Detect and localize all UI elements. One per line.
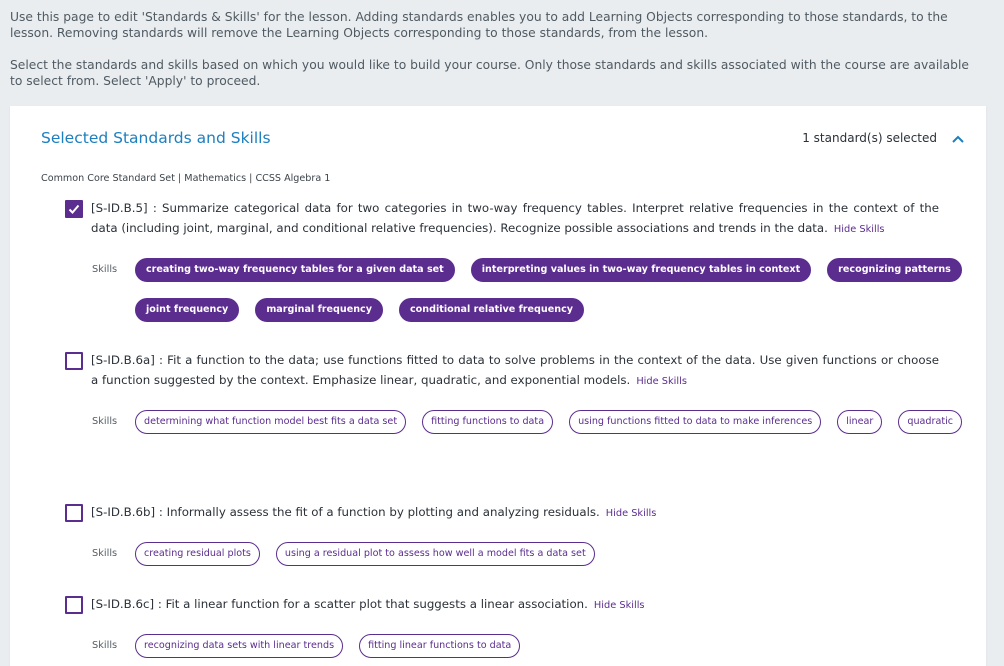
skill-pill[interactable]: marginal frequency — [255, 298, 383, 322]
standard-text: [S-ID.B.6b] : Informally assess the fit of a function by plotting and analyzing residuals. Hide Skills — [91, 505, 657, 519]
standard-item — [65, 200, 939, 240]
skill-pills — [135, 258, 965, 322]
standard-text: [S-ID.B.5] : Summarize categorical data for two categories in two-way frequency tables. Interpret relative frequencies in the context of the data (including joint, marginal, and conditional relative frequencies). Recognize possible associations and trends in the data. Hide Skills — [91, 201, 939, 235]
hide-skills-link[interactable]: Hide Skills — [605, 508, 657, 519]
checkmark-icon — [68, 203, 80, 215]
skill-pill[interactable]: conditional relative frequency — [399, 298, 584, 322]
skill-pill[interactable]: recognizing data sets with linear trends — [135, 634, 343, 658]
skill-pill[interactable]: joint frequency — [135, 298, 239, 322]
standard-code: [S-ID.B.5] — [91, 201, 148, 215]
intro-paragraph-1: Use this page to edit 'Standards & Skills' for the lesson. Adding standards enables you to add Learning Objects corresponding to those standards, to the lesson. Removing standards will remove the Learning Objects corresponding to those standards, from the lesson. — [10, 10, 948, 40]
intro-text — [10, 9, 985, 105]
standard-code: [S-ID.B.6c] — [91, 597, 155, 611]
skill-pill[interactable]: quadratic — [898, 410, 962, 434]
standard-checkbox[interactable] — [65, 504, 83, 522]
standard-item — [65, 352, 939, 392]
hide-skills-link[interactable]: Hide Skills — [636, 376, 687, 387]
skill-pill[interactable]: recognizing patterns — [827, 258, 962, 282]
skill-pills — [135, 542, 965, 566]
skill-pill[interactable]: fitting functions to data — [422, 410, 553, 434]
skill-pill[interactable]: creating residual plots — [135, 542, 260, 566]
standard-item — [65, 596, 939, 616]
standard-description: Summarize categorical data for two categories in two-way frequency tables. Interpret relative frequencies in the context of the data (including joint, marginal, and conditional relative frequencies). Recognize possible associations and trends in the data. — [91, 201, 939, 235]
panel-title: Selected Standards and Skills — [41, 129, 271, 147]
selected-count: 1 standard(s) selected — [802, 131, 937, 145]
standard-set-breadcrumb: Common Core Standard Set | Mathematics | CCSS Algebra 1 — [41, 173, 331, 184]
standard-description: Fit a linear function for a scatter plot that suggests a linear association. — [165, 597, 588, 611]
standard-description: Fit a function to the data; use functions fitted to data to solve problems in the context of the data. Use given functions or choose a function suggested by the context. Emphasize linear, quadratic, and exponential models. — [91, 353, 939, 387]
standard-checkbox[interactable] — [65, 200, 83, 218]
hide-skills-link[interactable]: Hide Skills — [833, 224, 885, 235]
skill-pill[interactable]: creating two-way frequency tables for a given data set — [135, 258, 455, 282]
selected-standards-panel — [10, 106, 986, 666]
skill-pill[interactable]: using functions fitted to data to make inferences — [569, 410, 821, 434]
intro-paragraph-2: Select the standards and skills based on which you would like to build your course. Only those standards and skills associated with the course are available to select from. Select 'Apply' to proceed. — [10, 58, 969, 88]
skills-label: Skills — [92, 548, 118, 559]
skill-pills — [135, 634, 965, 658]
standard-description: Informally assess the fit of a function by plotting and analyzing residuals. — [166, 505, 600, 519]
skill-pill[interactable]: determining what function model best fits a data set — [135, 410, 406, 434]
standard-text: [S-ID.B.6a] : Fit a function to the data; use functions fitted to data to solve problems in the context of the data. Use given functions or choose a function suggested by the context. Emphasize linear, quadratic, and exponential models. Hide Skills — [91, 353, 939, 387]
standard-code: [S-ID.B.6a] — [91, 353, 155, 367]
skill-pill[interactable]: using a residual plot to assess how well a model fits a data set — [276, 542, 595, 566]
skills-label: Skills — [92, 640, 118, 651]
skill-pill[interactable]: fitting linear functions to data — [359, 634, 520, 658]
skill-pill[interactable]: linear — [837, 410, 882, 434]
skills-label: Skills — [92, 416, 118, 427]
standard-item — [65, 504, 939, 524]
standard-text: [S-ID.B.6c] : Fit a linear function for a scatter plot that suggests a linear association. Hide Skills — [91, 597, 645, 611]
skill-pills — [135, 410, 965, 434]
standard-checkbox[interactable] — [65, 352, 83, 370]
skills-label: Skills — [92, 264, 118, 275]
standard-code: [S-ID.B.6b] — [91, 505, 156, 519]
standard-checkbox[interactable] — [65, 596, 83, 614]
hide-skills-link[interactable]: Hide Skills — [593, 600, 645, 611]
skill-pill[interactable]: interpreting values in two-way frequency tables in context — [471, 258, 811, 282]
chevron-up-icon[interactable] — [951, 131, 965, 145]
